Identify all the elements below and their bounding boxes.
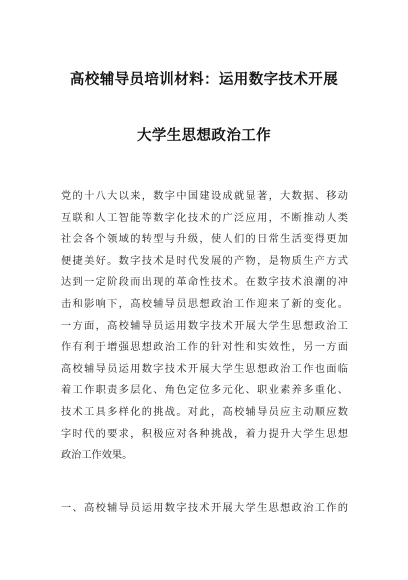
paragraph-line: 社会各个领域的转型与升级，使人们的日常生活变得更加 [61,234,348,246]
paragraph-line: 技术工具多样化的挑战。对此，高校辅导员应主动顺应数 [61,406,348,418]
paragraph-line: 互联和人工智能等数字化技术的广泛应用，不断推动人类 [61,212,348,224]
document-title-line-2: 大学生思想政治工作 [136,128,272,144]
document-title-line-1: 高校辅导员培训材料：运用数字技术开展 [69,72,339,88]
paragraph-line: 字时代的要求，积极应对各种挑战，着力提升大学生思想 [61,428,348,440]
paragraph-line: 着工作职责多层化、角色定位多元化、职业素养多重化、 [61,385,348,397]
paragraph-line: 政治工作效果。 [61,450,133,462]
paragraph-line: 击和影响下，高校辅导员思想政治工作迎来了新的变化。 [61,298,348,310]
body-paragraph-1 [61,186,348,467]
paragraph-line: 达到一定阶段而出现的革命性技术。在数字技术浪潮的冲 [61,277,348,289]
paragraph-line: 高校辅导员运用数字技术开展大学生思想政治工作也面临 [61,363,348,375]
paragraph-line: 作有利于增强思想政治工作的针对性和实效性，另一方面 [61,342,348,354]
paragraph-line: 便捷美好。数字技术是时代发展的产物，是物质生产方式 [61,255,348,267]
section-heading-1: 一、高校辅导员运用数字技术开展大学生思想政治工作的 [61,503,348,514]
paragraph-line: 党的十八大以来，数字中国建设成就显著，大数据、移动 [61,191,348,202]
paragraph-line: 一方面，高校辅导员运用数字技术开展大学生思想政治工 [61,320,348,332]
